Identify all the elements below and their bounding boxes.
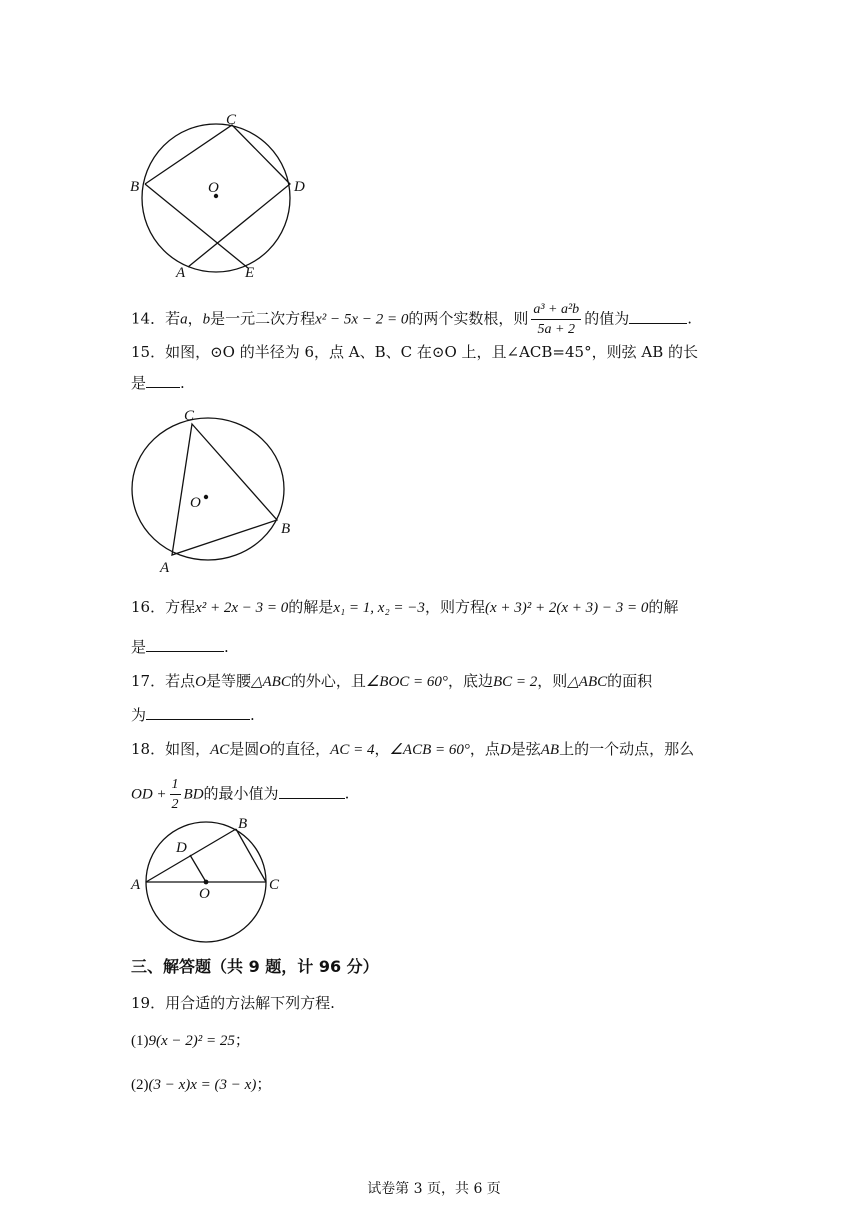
q16-solution: x₁ = 1, x₂ = −3 <box>333 600 425 616</box>
chord-bc <box>236 829 266 882</box>
q18-text: 是弦 <box>510 740 541 758</box>
q19-equation-1: 9(x − 2)² = 25 <box>148 1033 235 1049</box>
part-label: (2) <box>131 1077 149 1093</box>
fraction-numerator: a³ + a²b <box>531 300 581 320</box>
section-heading: 三、解答题（共 9 题，计 96 分） <box>131 957 379 976</box>
q18-bd: BD <box>183 786 204 803</box>
q16-text2: 是 <box>131 638 147 656</box>
q14-text: 的两个实数根，则 <box>408 309 529 328</box>
q16-text: 方程 <box>165 598 196 616</box>
q14-equation: x² − 5x − 2 = 0 <box>315 311 409 328</box>
q15-text2: 是 <box>131 374 147 392</box>
q18-end: . <box>344 784 350 803</box>
label-c: C <box>184 408 195 424</box>
q19-equation-2: (3 − x)x = (3 − x) <box>148 1077 257 1093</box>
label-c: C <box>269 877 280 893</box>
q17-text: ，底边 <box>447 672 493 690</box>
label-b: B <box>238 816 248 832</box>
q19-end: ； <box>234 1031 250 1049</box>
fraction-denominator: 5a + 2 <box>537 322 575 337</box>
q14-var-b: b <box>202 311 211 328</box>
q16-number: 16． <box>131 598 166 616</box>
q18-sep: ， <box>374 740 390 758</box>
question-19 <box>131 993 335 1013</box>
segment-od <box>190 855 206 882</box>
q18-text: 的最小值为 <box>203 784 279 803</box>
q15-text: 15．如图，⊙O 的半径为 6，点 A、B、C 在⊙O 上，且∠ACB=45°，则弦 AB 的长 <box>131 343 698 361</box>
q14-sep: ， <box>187 309 203 328</box>
q16-text: 的解是 <box>288 598 334 616</box>
q18-d: D <box>499 742 511 758</box>
q17-text: 是等腰 <box>205 672 251 690</box>
question-19-part1 <box>131 1030 250 1051</box>
q17-text2: 为 <box>131 706 147 724</box>
q18-ac-length: AC = 4 <box>330 742 375 758</box>
q17-text: 的外心，且 <box>290 672 366 690</box>
q18-ac: AC <box>210 742 230 758</box>
q16-text: 的解 <box>648 598 679 616</box>
q19-end: ； <box>256 1075 272 1093</box>
q17-triangle-2: △ABC <box>567 674 608 690</box>
q17-end: . <box>250 706 255 724</box>
q18-ab: AB <box>540 742 560 758</box>
page-footer: 试卷第 3 页，共 6 页 <box>367 1181 501 1197</box>
q16-equation-2: (x + 3)² + 2(x + 3) − 3 = 0 <box>484 600 649 616</box>
label-b: B <box>281 521 291 537</box>
q17-base: BC = 2 <box>492 674 538 690</box>
label-c: C <box>226 112 237 128</box>
label-o: O <box>190 495 201 511</box>
q14-number: 14． <box>131 309 166 328</box>
label-a: A <box>160 560 170 576</box>
q17-point-o: O <box>195 674 206 690</box>
q17-text: 若点 <box>165 672 196 690</box>
label-b: B <box>130 179 140 195</box>
label-o: O <box>199 886 210 902</box>
question-19-part2 <box>131 1074 271 1095</box>
q17-number: 17． <box>131 672 166 690</box>
q17-text: 的面积 <box>607 672 653 690</box>
q18-text: 的直径， <box>270 740 331 758</box>
label-o: O <box>208 180 219 196</box>
q18-text: 上的一个动点，那么 <box>559 740 695 758</box>
q17-text: ，则 <box>537 672 568 690</box>
q18-number: 18． <box>131 740 166 758</box>
part-label: (1) <box>131 1033 149 1049</box>
q18-text: ，点 <box>469 740 500 758</box>
label-d: D <box>176 840 187 856</box>
q15-end: . <box>180 374 185 392</box>
q18-text: 是圆 <box>229 740 260 758</box>
q18-od: OD + <box>131 786 167 803</box>
q14-text: 是一元二次方程 <box>210 309 316 328</box>
q14-text: 的值为 <box>584 309 630 328</box>
q16-end: . <box>224 638 229 656</box>
q18-text: 如图， <box>165 740 211 758</box>
fraction-denominator: 2 <box>171 797 179 812</box>
fraction-numerator: 1 <box>170 775 181 795</box>
q14-var-a: a <box>180 311 188 328</box>
label-d: D <box>294 179 305 195</box>
q18-angle: ∠ACB = 60° <box>389 742 470 758</box>
label-a: A <box>131 877 141 893</box>
q17-angle: ∠BOC = 60° <box>365 674 448 690</box>
label-a: A <box>176 265 186 281</box>
q14-end: . <box>687 309 692 328</box>
label-e: E <box>245 265 255 281</box>
q17-triangle: △ABC <box>250 674 291 690</box>
q16-equation-1: x² + 2x − 3 = 0 <box>195 600 289 616</box>
q19-text: 19．用合适的方法解下列方程. <box>131 994 335 1012</box>
q18-o: O <box>259 742 271 758</box>
q16-text: ，则方程 <box>424 598 485 616</box>
center-dot <box>204 880 209 885</box>
q14-text: 若 <box>165 309 181 328</box>
